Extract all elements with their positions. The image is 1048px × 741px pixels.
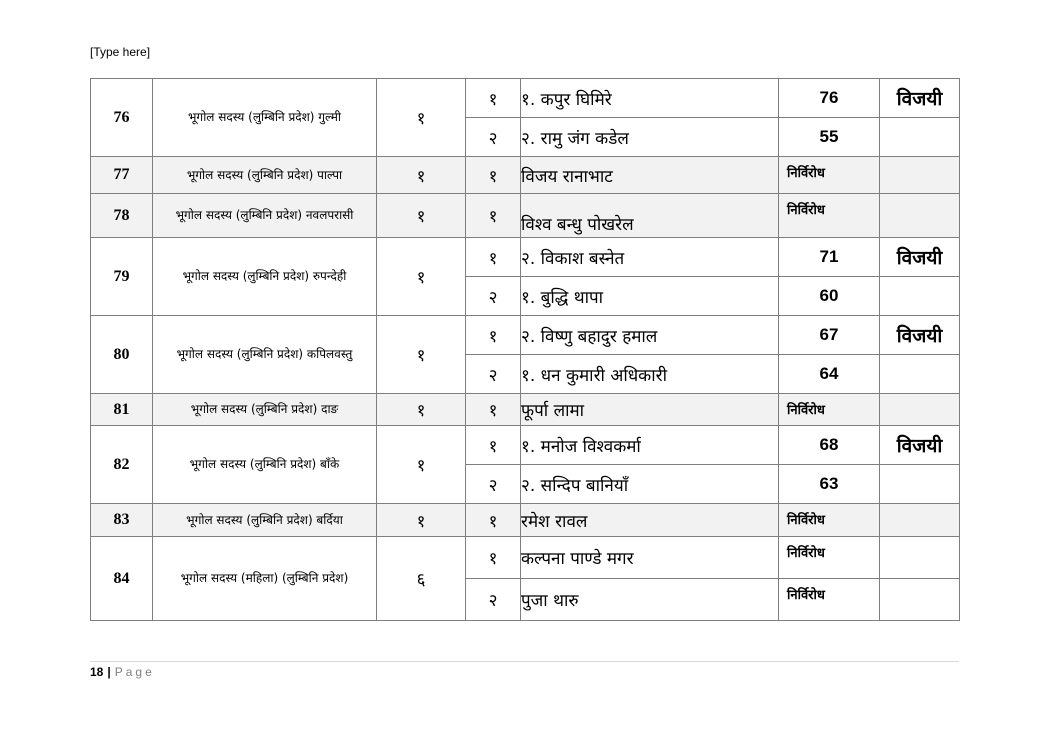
candidate-name: २. विकाश बस्नेत [521, 238, 779, 277]
candidate-status [880, 537, 960, 579]
post-name: भूगोल सदस्य (लुम्बिनि प्रदेश) रुपन्देही [153, 238, 377, 316]
post-name: भूगोल सदस्य (लुम्बिनि प्रदेश) नवलपरासी [153, 194, 377, 238]
candidate-rank: १ [466, 504, 521, 537]
candidate-rank: १ [466, 537, 521, 579]
candidate-status [880, 465, 960, 504]
seat-count: १ [377, 157, 466, 194]
candidate-rank: २ [466, 465, 521, 504]
candidate-votes: 64 [779, 355, 880, 394]
candidate-votes: निर्विरोध [779, 157, 880, 194]
candidate-votes: 68 [779, 426, 880, 465]
table-row [91, 238, 960, 277]
candidate-rank: १ [466, 394, 521, 426]
post-name: भूगोल सदस्य (लुम्बिनि प्रदेश) दाङ [153, 394, 377, 426]
candidate-name: विश्व बन्धु पोखरेल [521, 194, 779, 238]
candidate-votes: निर्विरोध [779, 579, 880, 621]
candidate-rank: २ [466, 118, 521, 157]
footer-separator: | [107, 665, 111, 679]
seat-count: १ [377, 316, 466, 394]
candidate-votes: 71 [779, 238, 880, 277]
page-label: Page [114, 665, 155, 679]
table-row [91, 504, 960, 537]
post-name: भूगोल सदस्य (लुम्बिनि प्रदेश) पाल्पा [153, 157, 377, 194]
post-name: भूगोल सदस्य (लुम्बिनि प्रदेश) बर्दिया [153, 504, 377, 537]
row-number: 79 [91, 238, 153, 316]
candidate-votes: 76 [779, 79, 880, 118]
candidate-name: रमेश रावल [521, 504, 779, 537]
seat-count: १ [377, 504, 466, 537]
candidate-status [880, 118, 960, 157]
page-footer [90, 665, 155, 679]
candidate-status [880, 355, 960, 394]
candidate-rank: २ [466, 277, 521, 316]
candidate-votes: निर्विरोध [779, 394, 880, 426]
candidate-votes: 60 [779, 277, 880, 316]
post-name: भूगोल सदस्य (लुम्बिनि प्रदेश) बाँके [153, 426, 377, 504]
candidate-status [880, 194, 960, 238]
table-row [91, 426, 960, 465]
candidate-status [880, 157, 960, 194]
candidate-name: विजय रानाभाट [521, 157, 779, 194]
candidate-name: २. विष्णु बहादुर हमाल [521, 316, 779, 355]
candidate-rank: १ [466, 157, 521, 194]
candidate-votes: 67 [779, 316, 880, 355]
candidate-name: १. कपुर घिमिरे [521, 79, 779, 118]
table-row [91, 157, 960, 194]
candidate-name: १. मनोज विश्वकर्मा [521, 426, 779, 465]
page-header-text: [Type here] [90, 45, 151, 59]
row-number: 78 [91, 194, 153, 238]
row-number: 84 [91, 537, 153, 621]
candidate-status [880, 277, 960, 316]
seat-count: ६ [377, 537, 466, 621]
candidate-name: फूर्पा लामा [521, 394, 779, 426]
candidate-votes: 55 [779, 118, 880, 157]
candidate-rank: १ [466, 316, 521, 355]
row-number: 82 [91, 426, 153, 504]
candidate-name: पुजा थारु [521, 579, 779, 621]
candidate-votes: निर्विरोध [779, 537, 880, 579]
candidate-status [880, 504, 960, 537]
election-results-table [90, 78, 960, 621]
candidate-status: विजयी [880, 316, 960, 355]
footer-divider [90, 661, 959, 662]
seat-count: १ [377, 394, 466, 426]
post-name: भूगोल सदस्य (महिला) (लुम्बिनि प्रदेश) [153, 537, 377, 621]
seat-count: १ [377, 426, 466, 504]
post-name: भूगोल सदस्य (लुम्बिनि प्रदेश) कपिलवस्तु [153, 316, 377, 394]
table-row [91, 194, 960, 238]
candidate-status: विजयी [880, 238, 960, 277]
candidate-status: विजयी [880, 426, 960, 465]
candidate-name: १. धन कुमारी अधिकारी [521, 355, 779, 394]
candidate-status: विजयी [880, 79, 960, 118]
page-number: 18 [90, 665, 104, 679]
candidate-votes: 63 [779, 465, 880, 504]
row-number: 81 [91, 394, 153, 426]
row-number: 77 [91, 157, 153, 194]
candidate-rank: २ [466, 355, 521, 394]
candidate-rank: १ [466, 238, 521, 277]
candidate-rank: १ [466, 79, 521, 118]
row-number: 80 [91, 316, 153, 394]
row-number: 76 [91, 79, 153, 157]
seat-count: १ [377, 238, 466, 316]
candidate-name: १. बुद्धि थापा [521, 277, 779, 316]
table-row [91, 79, 960, 118]
table-row [91, 537, 960, 579]
row-number: 83 [91, 504, 153, 537]
candidate-name: कल्पना पाण्डे मगर [521, 537, 779, 579]
candidate-rank: १ [466, 426, 521, 465]
candidate-rank: २ [466, 579, 521, 621]
table-row [91, 394, 960, 426]
candidate-name: २. रामु जंग कडेल [521, 118, 779, 157]
candidate-votes: निर्विरोध [779, 194, 880, 238]
candidate-votes: निर्विरोध [779, 504, 880, 537]
candidate-status [880, 394, 960, 426]
table-row [91, 316, 960, 355]
seat-count: १ [377, 194, 466, 238]
candidate-status [880, 579, 960, 621]
post-name: भूगोल सदस्य (लुम्बिनि प्रदेश) गुल्मी [153, 79, 377, 157]
candidate-name: २. सन्दिप बानियाँ [521, 465, 779, 504]
candidate-rank: १ [466, 194, 521, 238]
seat-count: १ [377, 79, 466, 157]
